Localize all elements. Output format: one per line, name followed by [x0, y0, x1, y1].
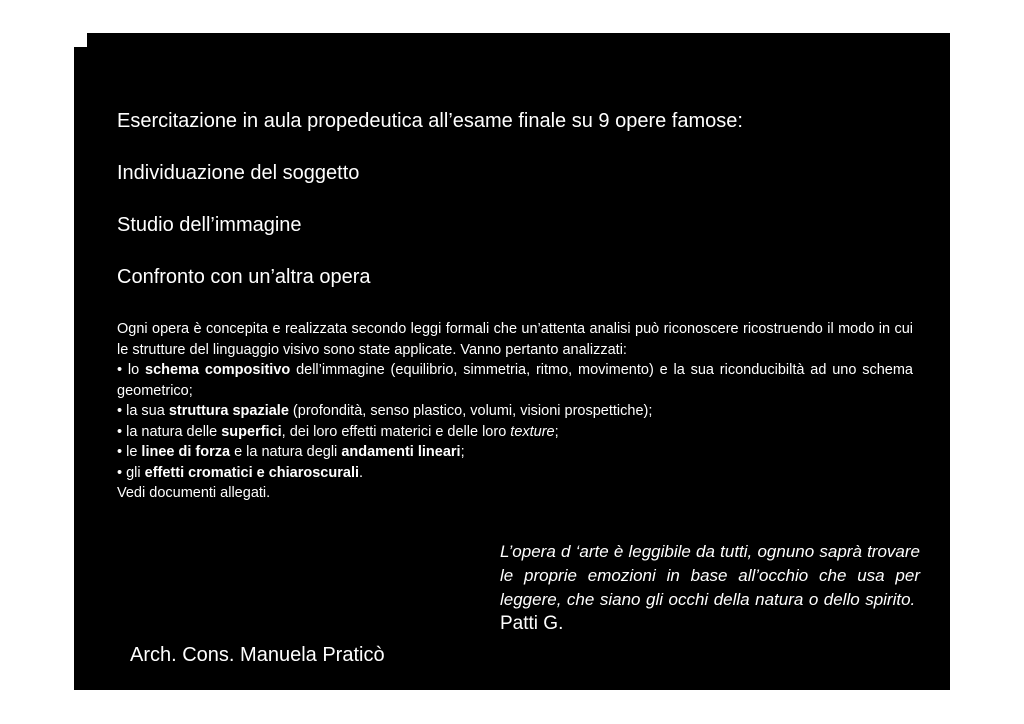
bullet-text: . [359, 464, 364, 481]
bullet-item [117, 463, 913, 484]
bullet-italic: texture [510, 423, 555, 440]
quote [500, 540, 920, 636]
bullet-item [117, 360, 913, 401]
bullet-item [117, 401, 913, 422]
corner-notch [74, 33, 87, 47]
slide [74, 33, 950, 690]
bullet-item [117, 422, 913, 443]
bullet-keyword: andamenti lineari [341, 444, 461, 460]
bullet-text: ; [554, 423, 559, 440]
bullet-item [117, 442, 913, 463]
bullet-keyword: struttura spaziale [168, 403, 289, 419]
bullet-text: , dei loro effetti materici e delle loro [281, 423, 511, 440]
bullet-text: e la natura degli [230, 444, 342, 460]
bullet-text: dell’immagine (equilibrio, simmetria, ritmo, movimento) e la sua riconducibiltà ad uno schema geometrico; [117, 362, 913, 399]
bullet-text: • gli [117, 464, 145, 481]
bullet-text: • la natura delle [117, 423, 222, 440]
bullet-keyword: schema compositivo [145, 362, 291, 378]
heading-subject: Individuazione del soggetto [117, 162, 360, 184]
bullet-text: • le [117, 444, 142, 460]
heading-image-study: Studio dell’immagine [117, 214, 302, 236]
bullet-text: • lo [117, 362, 146, 378]
intro-paragraph: Ogni opera è concepita e realizzata secondo leggi formali che un’attenta analisi può riconoscere ricostruendo il modo in cui le strutture del linguaggio visivo sono state applicate. Vanno pertanto analizzati: [117, 321, 913, 358]
bullet-text: ; [460, 444, 465, 460]
quote-text: L’opera d ‘arte è leggibile da tutti, ognuno saprà trovare le proprie emozioni in base all’occhio che usa per leggere, che siano gli occhi della natura o dello spirito. [500, 542, 920, 609]
bullet-text: • la sua [117, 403, 169, 419]
bullet-keyword: linee di forza [141, 444, 231, 460]
author-signature: Arch. Cons. Manuela Praticò [130, 644, 385, 666]
bullet-text: (profondità, senso plastico, volumi, visioni prospettiche); [288, 403, 653, 419]
bullet-keyword: effetti cromatici e chiaroscurali [144, 464, 359, 481]
slide-title: Esercitazione in aula propedeutica all’esame finale su 9 opere famose: [117, 110, 743, 132]
closing-note: Vedi documenti allegati. [117, 485, 271, 501]
quote-author: Patti G. [500, 613, 564, 634]
analysis-text [117, 319, 913, 504]
bullet-keyword: superfici [221, 423, 282, 440]
heading-comparison: Confronto con un’altra opera [117, 266, 371, 288]
